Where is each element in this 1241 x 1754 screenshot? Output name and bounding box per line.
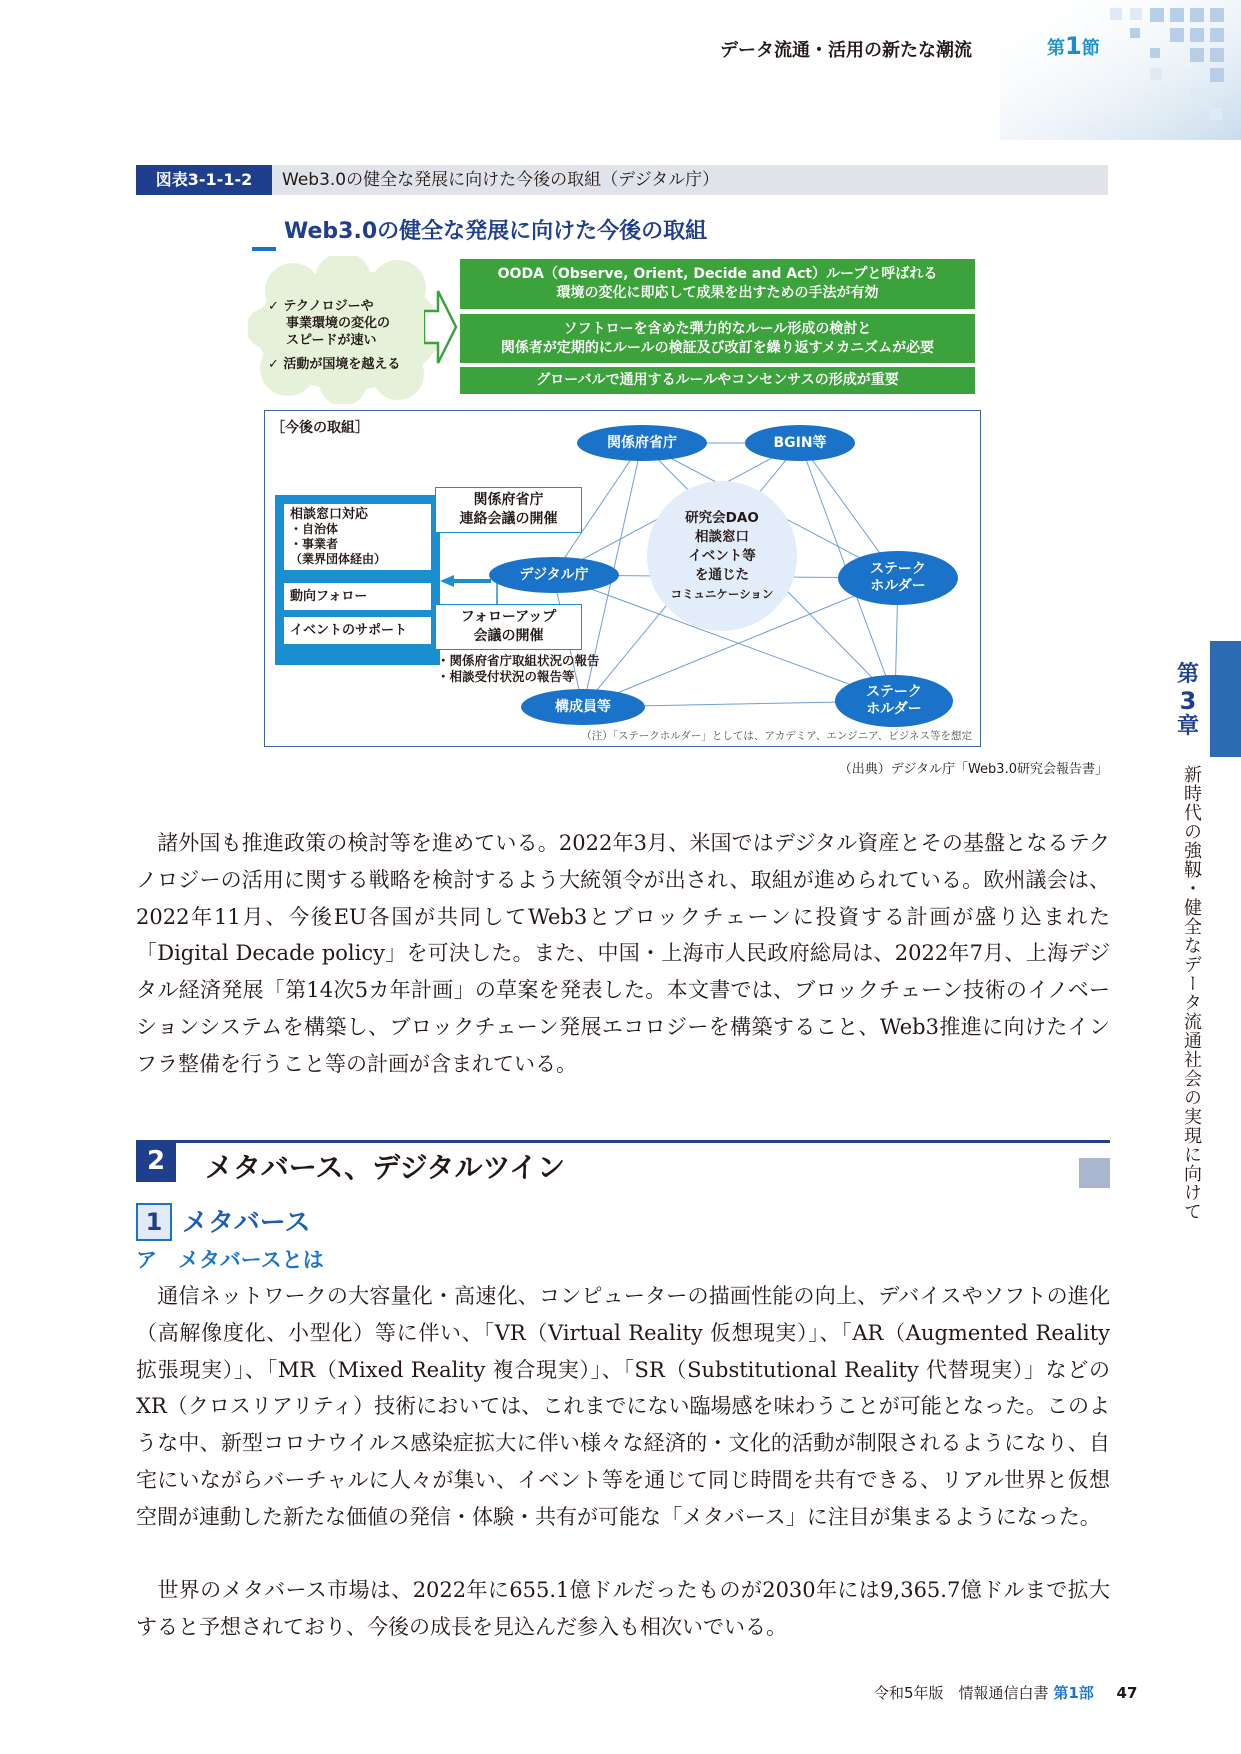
footer-part: 第1部: [1053, 1684, 1094, 1702]
figure-source: （出典）デジタル庁「Web3.0研究会報告書」: [838, 762, 1108, 777]
section-rule: [136, 1140, 1110, 1143]
figure-label: 図表3-1-1-2: [136, 165, 272, 195]
green-box-line: OODA（Observe, Orient, Decide and Act）ループと呼ばれる: [497, 266, 938, 282]
future-initiatives-diagram: [264, 410, 981, 747]
body-paragraph: 諸外国も推進政策の検討等を進めている。2022年3月、米国ではデジタル資産とその基盤となるテクノロジーの活用に関する戦略を検討するよう大統領令が出され、取組が進められている。欧州議会は、2022年11月、今後EU各国が共同してWeb3とブロックチェーンに投資する計画が盛り込まれた「Digital Decade policy」を可決した。また、中国・上海市人民政府総局は、2022年7月、上海デジタル経済発展「第14次5カ年計画」の草案を発表した。本文書では、ブロックチェーン技術のイノベーションシステムを構築し、ブロックチェーン発展エコロジーを構築すること、Web3推進に向けたインフラ整備を行うこと等の計画が含まれている。: [136, 831, 1110, 1076]
node-ministries: 関係府省庁: [577, 425, 707, 461]
center-text: コミュニケーション: [670, 586, 774, 601]
report-item: ・相談受付状況の報告等: [437, 669, 575, 684]
center-text: 研究会DAO: [685, 509, 759, 526]
chapter-tab: [1210, 641, 1241, 757]
chapter-title-vertical: 新時代の強靱・健全なデータ流通社会の実現に向けて: [1181, 765, 1202, 1221]
green-box-line: 環境の変化に即応して成果を出すための手法が有効: [556, 285, 879, 301]
section-number-badge: 2: [136, 1140, 176, 1182]
consult-item: ・自治体: [290, 522, 339, 536]
subsection-title: メタバース: [182, 1208, 311, 1238]
header-decoration: [1000, 0, 1241, 140]
section-number: [1047, 32, 1100, 60]
right-arrow-icon: [424, 289, 458, 365]
chapter-prefix: 第: [1176, 662, 1199, 687]
consult-item: （業界団体経由）: [290, 552, 387, 566]
chapter-suffix: 章: [1176, 714, 1199, 739]
node-stakeholder-2: [835, 675, 953, 727]
green-box-global: [460, 367, 975, 394]
box-line: 会議の開催: [473, 628, 544, 644]
footer: [874, 1682, 1137, 1703]
followup-meeting-box: [435, 604, 582, 650]
node-digital-agency: デジタル庁: [489, 557, 619, 593]
section-num: 1: [1065, 32, 1082, 60]
body-paragraph: 通信ネットワークの大容量化・高速化、コンピューターの描画性能の向上、デバイスやソフトの進化（高解像度化、小型化）等に伴い、「VR（Virtual Reality 仮想現実）」、「AR（Augmented Reality 拡張現実）」、「MR（Mixed Reality 複合現実）」、「SR（Substitutional Reality 代替現実）」などのXR（クロスリアリティ）技術においては、これまでにない臨場感を味わうことが可能となった。このような中、新型コロナウイルス感染症拡大に伴い様々な経済的・文化的活動が制限されるようになり、自宅にいながらバーチャルに人々が集い、イベント等を通じて同じ時間を共有できる、リアル世界と仮想空間が連動した新たな価値の発信・体験・共有が可能な「メタバース」に注目が集まるようになった。: [136, 1284, 1110, 1529]
node-stakeholder-1: [838, 551, 958, 605]
cloud-item: ✓ テクノロジーや: [268, 299, 374, 314]
future-initiatives-label: ［今後の取組］: [271, 420, 369, 436]
consult-title: 相談窓口対応: [290, 507, 369, 522]
section-suffix: 節: [1081, 38, 1100, 59]
body-paragraph: 世界のメタバース市場は、2022年に655.1億ドルだったものが2030年には9,365.7億ドルまで拡大すると予想されており、今後の成長を見込んだ参入も相次いでいる。: [136, 1578, 1110, 1639]
green-box-softlaw: [460, 314, 975, 363]
consult-box: [284, 504, 431, 570]
subsection-number-badge: 1: [136, 1203, 172, 1241]
node-text: ステーク: [866, 684, 922, 700]
cloud-item: ✓ 活動が国境を越える: [268, 357, 401, 372]
chapter-number: 3: [1179, 687, 1197, 715]
green-box-line: グローバルで通用するルールやコンセンサスの形成が重要: [536, 372, 899, 388]
node-text: ホルダー: [870, 578, 926, 594]
section-title: メタバース、デジタルツイン: [205, 1151, 566, 1184]
green-box-ooda: [460, 259, 975, 309]
event-support-box: イベントのサポート: [284, 617, 431, 644]
node-members: 構成員等: [521, 689, 645, 725]
running-title: データ流通・活用の新たな潮流: [720, 40, 972, 61]
page-number: 47: [1116, 1684, 1138, 1702]
green-box-line: 関係者が定期的にルールの検証及び改訂を繰り返すメカニズムが必要: [500, 339, 935, 356]
cloud-item: スピードが速い: [286, 333, 377, 348]
diagram-note: （注）「ステークホルダー」としては、アカデミア、エンジニア、ビジネス等を想定: [581, 730, 972, 742]
sub-subsection-title: ア メタバースとは: [136, 1248, 324, 1272]
center-text: を通じた: [695, 566, 749, 583]
cloud-item: 事業環境の変化の: [286, 316, 391, 331]
box-line: 連絡会議の開催: [459, 511, 558, 527]
footer-edition: 令和5年版 情報通信白書: [874, 1684, 1049, 1702]
chapter-label: [1172, 662, 1204, 740]
box-line: 関係府省庁: [473, 492, 544, 508]
figure-headline: Web3.0の健全な発展に向けた今後の取組: [284, 219, 708, 244]
headline-mark: [252, 247, 276, 251]
box-line: フォローアップ: [460, 609, 557, 625]
left-panel: [275, 495, 440, 665]
center-communication: [647, 481, 797, 631]
center-text: 相談窓口: [695, 528, 749, 545]
node-text: ホルダー: [866, 701, 922, 717]
cloud-callout: [248, 256, 448, 404]
node-bgin: BGIN等: [745, 425, 855, 461]
green-box-line: ソフトローを含めた弾力的なルール形成の検討と: [563, 320, 872, 337]
node-text: ステーク: [870, 561, 926, 577]
liaison-meeting-box: [435, 487, 582, 533]
figure-caption: Web3.0の健全な発展に向けた今後の取組（デジタル庁）: [282, 170, 720, 190]
connector-line: [451, 579, 491, 583]
section-end-block: [1079, 1158, 1110, 1188]
center-text: イベント等: [688, 547, 756, 564]
trend-follow-box: 動向フォロー: [284, 583, 431, 610]
consult-item: ・事業者: [290, 537, 339, 551]
section-prefix: 第: [1047, 38, 1065, 59]
report-item: ・関係府省庁取組状況の報告: [437, 653, 600, 668]
